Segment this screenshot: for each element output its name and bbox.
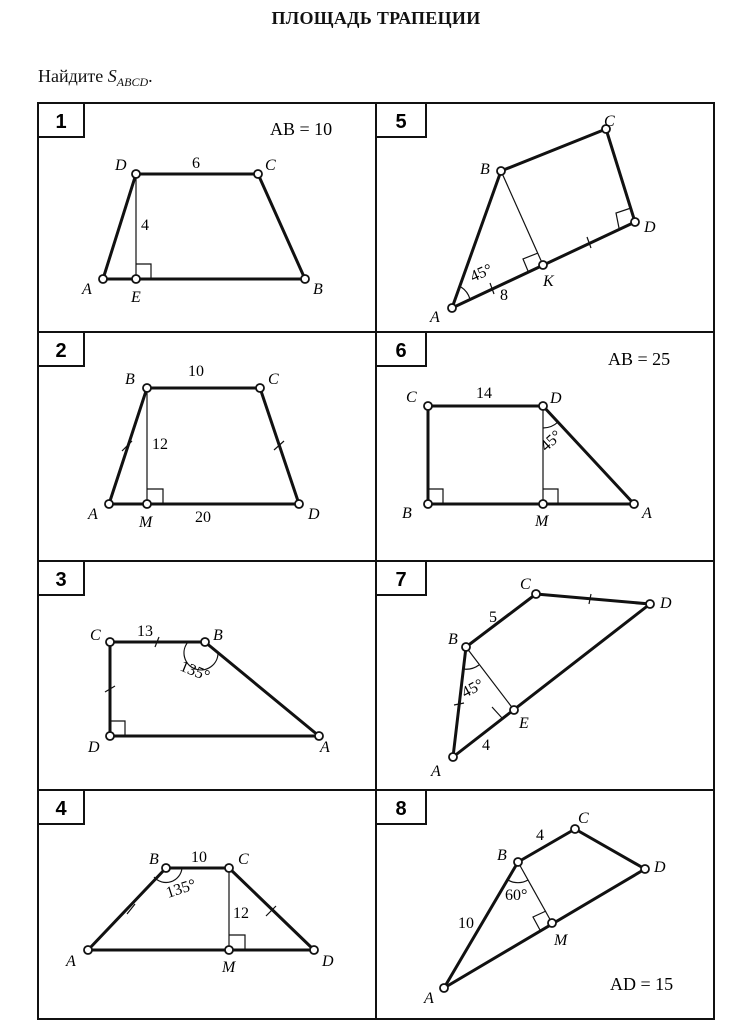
problem-4-number: 4 [55, 798, 67, 820]
label-a: A [82, 281, 92, 298]
label-b: B [213, 627, 223, 644]
problem-5-figure [429, 113, 656, 326]
trapezoid-6 [428, 406, 634, 504]
problem-8-number-box [376, 790, 426, 824]
page-title: ПЛОЩАДЬ ТРАПЕЦИИ [271, 8, 481, 28]
label-c: C [604, 113, 615, 130]
angle-arc [508, 880, 528, 883]
label-c: C [238, 851, 249, 868]
task-sub: ABCD [116, 75, 149, 89]
problem-5-number: 5 [395, 111, 407, 133]
problem-7-number: 7 [395, 569, 407, 591]
label-b: B [497, 847, 507, 864]
label-a: A [424, 990, 434, 1007]
value-height: 12 [152, 436, 168, 453]
task-prefix: Найдите [38, 66, 108, 86]
value-bc: 10 [191, 849, 207, 866]
problem-1-number: 1 [55, 111, 67, 133]
label-b: B [480, 161, 490, 178]
label-d: D [322, 953, 334, 970]
problem-8-figure [423, 810, 673, 1007]
problem-6-figure [402, 349, 670, 530]
value-ae: 4 [482, 737, 490, 754]
value-height: 12 [233, 905, 249, 922]
label-b: B [448, 631, 458, 648]
trapezoid-3 [110, 642, 319, 736]
label-m: M [222, 959, 236, 976]
problem-3-figure [87, 623, 330, 756]
problem-1-given: AB = 10 [270, 119, 333, 139]
label-k: K [543, 273, 554, 290]
problem-1-number-box [38, 103, 84, 137]
label-b: B [402, 505, 412, 522]
problem-4-figure [65, 849, 334, 976]
label-a: A [431, 763, 441, 780]
label-d: D [644, 219, 656, 236]
label-b: B [313, 281, 323, 298]
label-d: D [550, 390, 562, 407]
trapezoid-1 [103, 174, 305, 279]
label-m: M [139, 514, 153, 531]
value-angle: 135° [177, 657, 213, 686]
value-angle: 135° [163, 876, 199, 902]
problem-3-number: 3 [55, 569, 67, 591]
label-b: B [149, 851, 159, 868]
problem-8-given: AD = 15 [610, 974, 674, 994]
problem-2-figure [87, 363, 320, 531]
label-m: M [554, 932, 568, 949]
height-bk [501, 171, 543, 265]
problem-8-number: 8 [395, 798, 407, 820]
problem-6-number: 6 [395, 340, 407, 362]
label-a: A [642, 505, 652, 522]
angle-arc [461, 287, 470, 299]
label-d: D [115, 157, 127, 174]
value-ab: 10 [458, 915, 474, 932]
label-c: C [268, 371, 279, 388]
problem-4-number-box [38, 790, 84, 824]
label-a: A [430, 309, 440, 326]
value-angle: 45° [467, 261, 496, 286]
problem-5-number-box [376, 103, 426, 137]
label-m: M [535, 513, 549, 530]
label-c: C [520, 576, 531, 593]
task-suffix: . [148, 66, 153, 86]
label-a: A [88, 506, 98, 523]
problem-7-figure [430, 576, 672, 780]
label-d: D [308, 506, 320, 523]
label-e: E [131, 289, 141, 306]
angle-arc [543, 422, 558, 428]
value-ak: 8 [500, 287, 508, 304]
value-bc: 4 [536, 827, 544, 844]
value-bc: 10 [188, 363, 204, 380]
trapezoid-7 [453, 594, 650, 757]
label-b: B [125, 371, 135, 388]
angle-arc [463, 665, 479, 669]
problem-7-number-box [376, 561, 426, 595]
task-s: S [107, 66, 117, 86]
label-c: C [406, 389, 417, 406]
problem-1-figure [81, 119, 332, 306]
value-angle: 60° [505, 887, 528, 904]
trapezoid-2 [109, 388, 299, 504]
problem-2-number-box [38, 332, 84, 366]
label-a: A [66, 953, 76, 970]
problem-2-number: 2 [55, 340, 67, 362]
value-cb: 13 [137, 623, 153, 640]
problem-3-number-box [38, 561, 84, 595]
problem-6-given: AB = 25 [608, 349, 671, 369]
label-c: C [265, 157, 276, 174]
label-c: C [578, 810, 589, 827]
value-cd: 14 [476, 385, 492, 402]
trapezoid-4 [88, 868, 314, 950]
label-d: D [88, 739, 100, 756]
label-a: A [320, 739, 330, 756]
value-bc: 5 [489, 609, 497, 626]
label-e: E [519, 715, 529, 732]
value-md: 20 [195, 509, 211, 526]
label-c: C [90, 627, 101, 644]
value-dc: 6 [192, 155, 200, 172]
value-angle: 45° [458, 676, 487, 702]
label-d: D [654, 859, 666, 876]
value-height: 4 [141, 217, 149, 234]
label-d: D [660, 595, 672, 612]
problem-6-number-box [376, 332, 426, 366]
value-angle: 45° [537, 427, 566, 455]
